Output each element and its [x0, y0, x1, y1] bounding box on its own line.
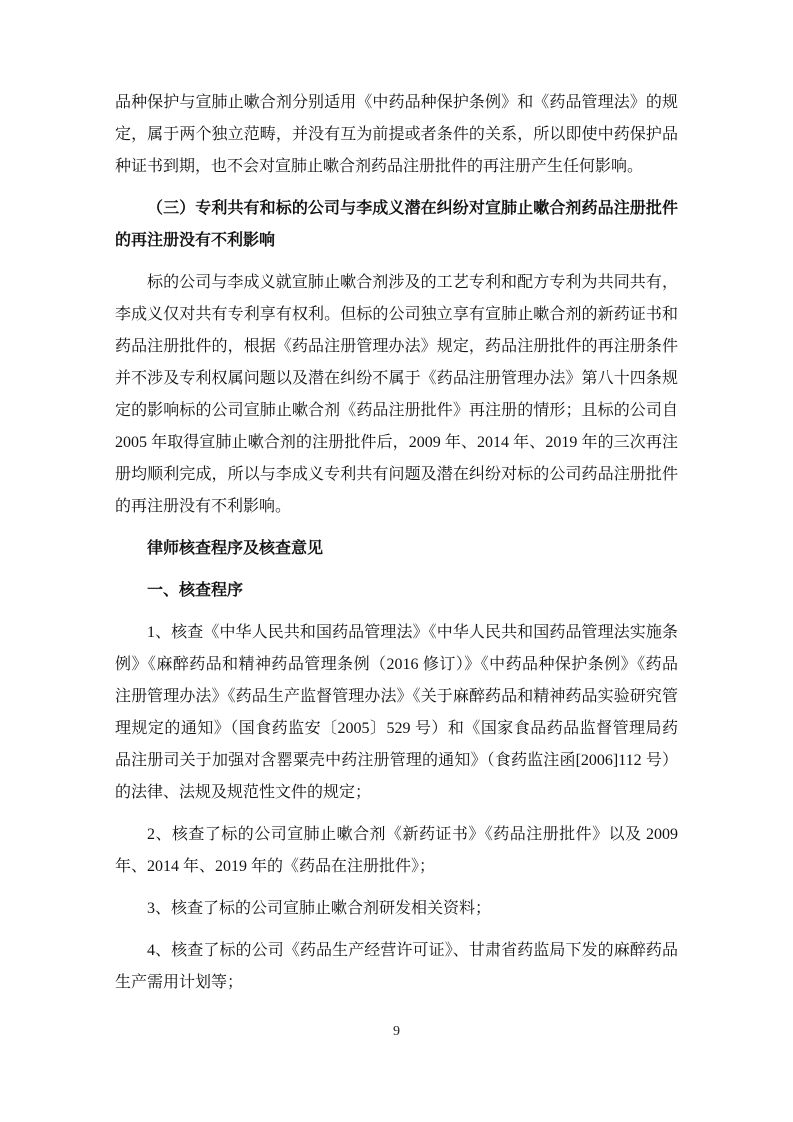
document-body — [115, 87, 678, 1009]
list-item-3: 3、核查了标的公司宣肺止嗽合剂研发相关资料； — [147, 900, 492, 917]
heading-section-3: （三）专利共有和标的公司与李成义潜在纠纷对宣肺止嗽合剂药品注册批件的再注册没有不利影响 — [115, 200, 678, 249]
page-number: 9 — [393, 1024, 400, 1039]
heading-verification-procedure: 一、核查程序 — [147, 582, 244, 599]
list-item-1: 1、核查《中华人民共和国药品管理法》《中华人民共和国药品管理法实施条例》《麻醉药品和精神药品管理条例（2016 修订）》《中药品种保护条例》《药品注册管理办法》《药品生产监督管理办法》《关于麻醉药品和精神药品实验研究管理规定的通知》（国食药监安〔2005〕529 号）和《国家食品药品监督管理局药品注册司关于加强对含罂粟壳中药注册管理的通知》（食药监注函[2006]112 号）的法律、法规及规范性文件的规定； — [115, 624, 678, 801]
paragraph-continuation: 品种保护与宣肺止嗽合剂分别适用《中药品种保护条例》和《药品管理法》的规定，属于两个独立范畴，并没有互为前提或者条件的关系，所以即使中药保护品种证书到期，也不会对宣肺止嗽合剂药品注册批件的再注册产生任何影响。 — [115, 94, 678, 175]
heading-lawyer-review: 律师核查程序及核查意见 — [147, 540, 324, 557]
paragraph-section-3: 标的公司与李成义就宣肺止嗽合剂涉及的工艺专利和配方专利为共同共有，李成义仅对共有专利享有权利。但标的公司独立享有宣肺止嗽合剂的新药证书和药品注册批件的，根据《药品注册管理办法》规定，药品注册批件的再注册条件并不涉及专利权属问题以及潜在纠纷不属于《药品注册管理办法》第八十四条规定的影响标的公司宣肺止嗽合剂《药品注册批件》再注册的情形；且标的公司自 2005 年取得宣肺止嗽合剂的注册批件后，2009 年、2014 年、2019 年的三次再注册均顺利完成，所以与李成义专利共有问题及潜在纠纷对标的公司药品注册批件的再注册没有不利影响。 — [115, 274, 678, 515]
list-item-4: 4、核查了标的公司《药品生产经营许可证》、甘肃省药监局下发的麻醉药品生产需用计划等； — [115, 942, 678, 991]
list-item-2: 2、核查了标的公司宣肺止嗽合剂《新药证书》《药品注册批件》以及 2009 年、2014 年、2019 年的《药品在注册批件》； — [115, 826, 678, 875]
